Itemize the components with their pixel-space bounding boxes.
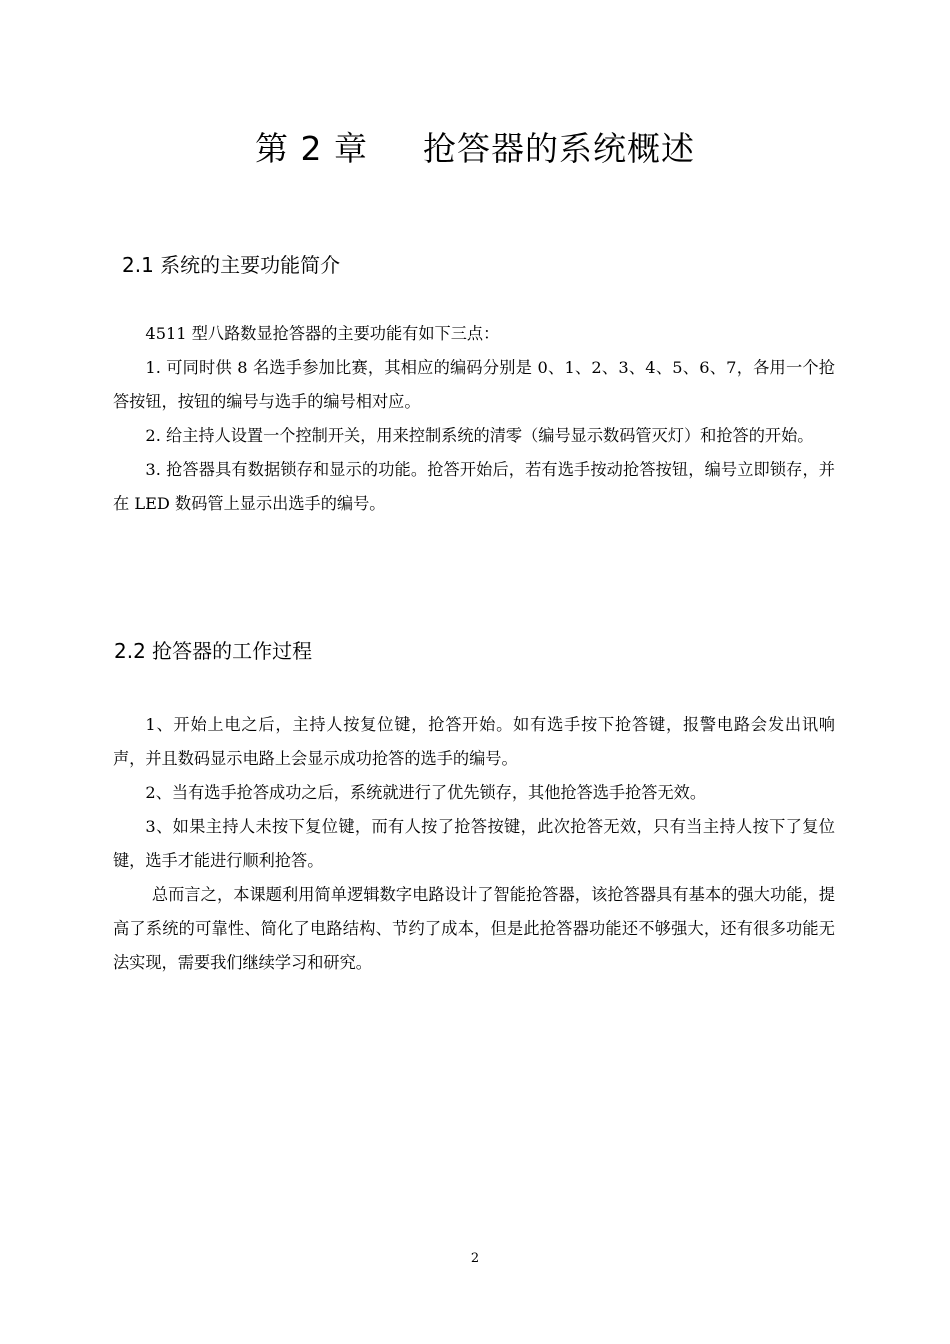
chapter-title-text: 抢答器的系统概述 [422,129,695,168]
process-item-1: 1、开始上电之后，主持人按复位键，抢答开始。如有选手按下抢答键，报警电路会发出讯响声，并且数码显示电路上会显示成功抢答的选手的编号。 [113,715,835,768]
page-number: 2 [470,1251,480,1266]
section-body-2-1 [113,317,835,521]
chapter-number: 第 2 章 [255,129,368,168]
section-body-2-2 [113,708,835,980]
function-item-2: 2. 给主持人设置一个控制开关，用来控制系统的清零（编号显示数码管灭灯）和抢答的开始。 [145,426,814,445]
section-heading-2-1: 2.1 系统的主要功能简介 [122,253,341,277]
process-item-2: 2、当有选手抢答成功之后，系统就进行了优先锁存，其他抢答选手抢答无效。 [145,783,707,802]
chapter-title [0,124,950,174]
section-intro-paragraph: 4511 型八路数显抢答器的主要功能有如下三点： [145,324,500,343]
function-item-3: 3. 抢答器具有数据锁存和显示的功能。抢答开始后，若有选手按动抢答按钮，编号立即锁存，并在 LED 数码管上显示出选手的编号。 [113,460,835,513]
process-item-3: 3、如果主持人未按下复位键，而有人按了抢答按键，此次抢答无效，只有当主持人按下了复位键，选手才能进行顺利抢答。 [113,817,835,870]
function-item-1: 1. 可同时供 8 名选手参加比赛，其相应的编码分别是 0、1、2、3、4、5、6、7，各用一个抢答按钮，按钮的编号与选手的编号相对应。 [113,358,835,411]
section-heading-2-2: 2.2 抢答器的工作过程 [114,639,313,663]
summary-paragraph: 总而言之，本课题利用简单逻辑数字电路设计了智能抢答器，该抢答器具有基本的强大功能，提高了系统的可靠性、简化了电路结构、节约了成本，但是此抢答器功能还不够强大，还有很多功能无法实现，需要我们继续学习和研究。 [113,885,835,972]
